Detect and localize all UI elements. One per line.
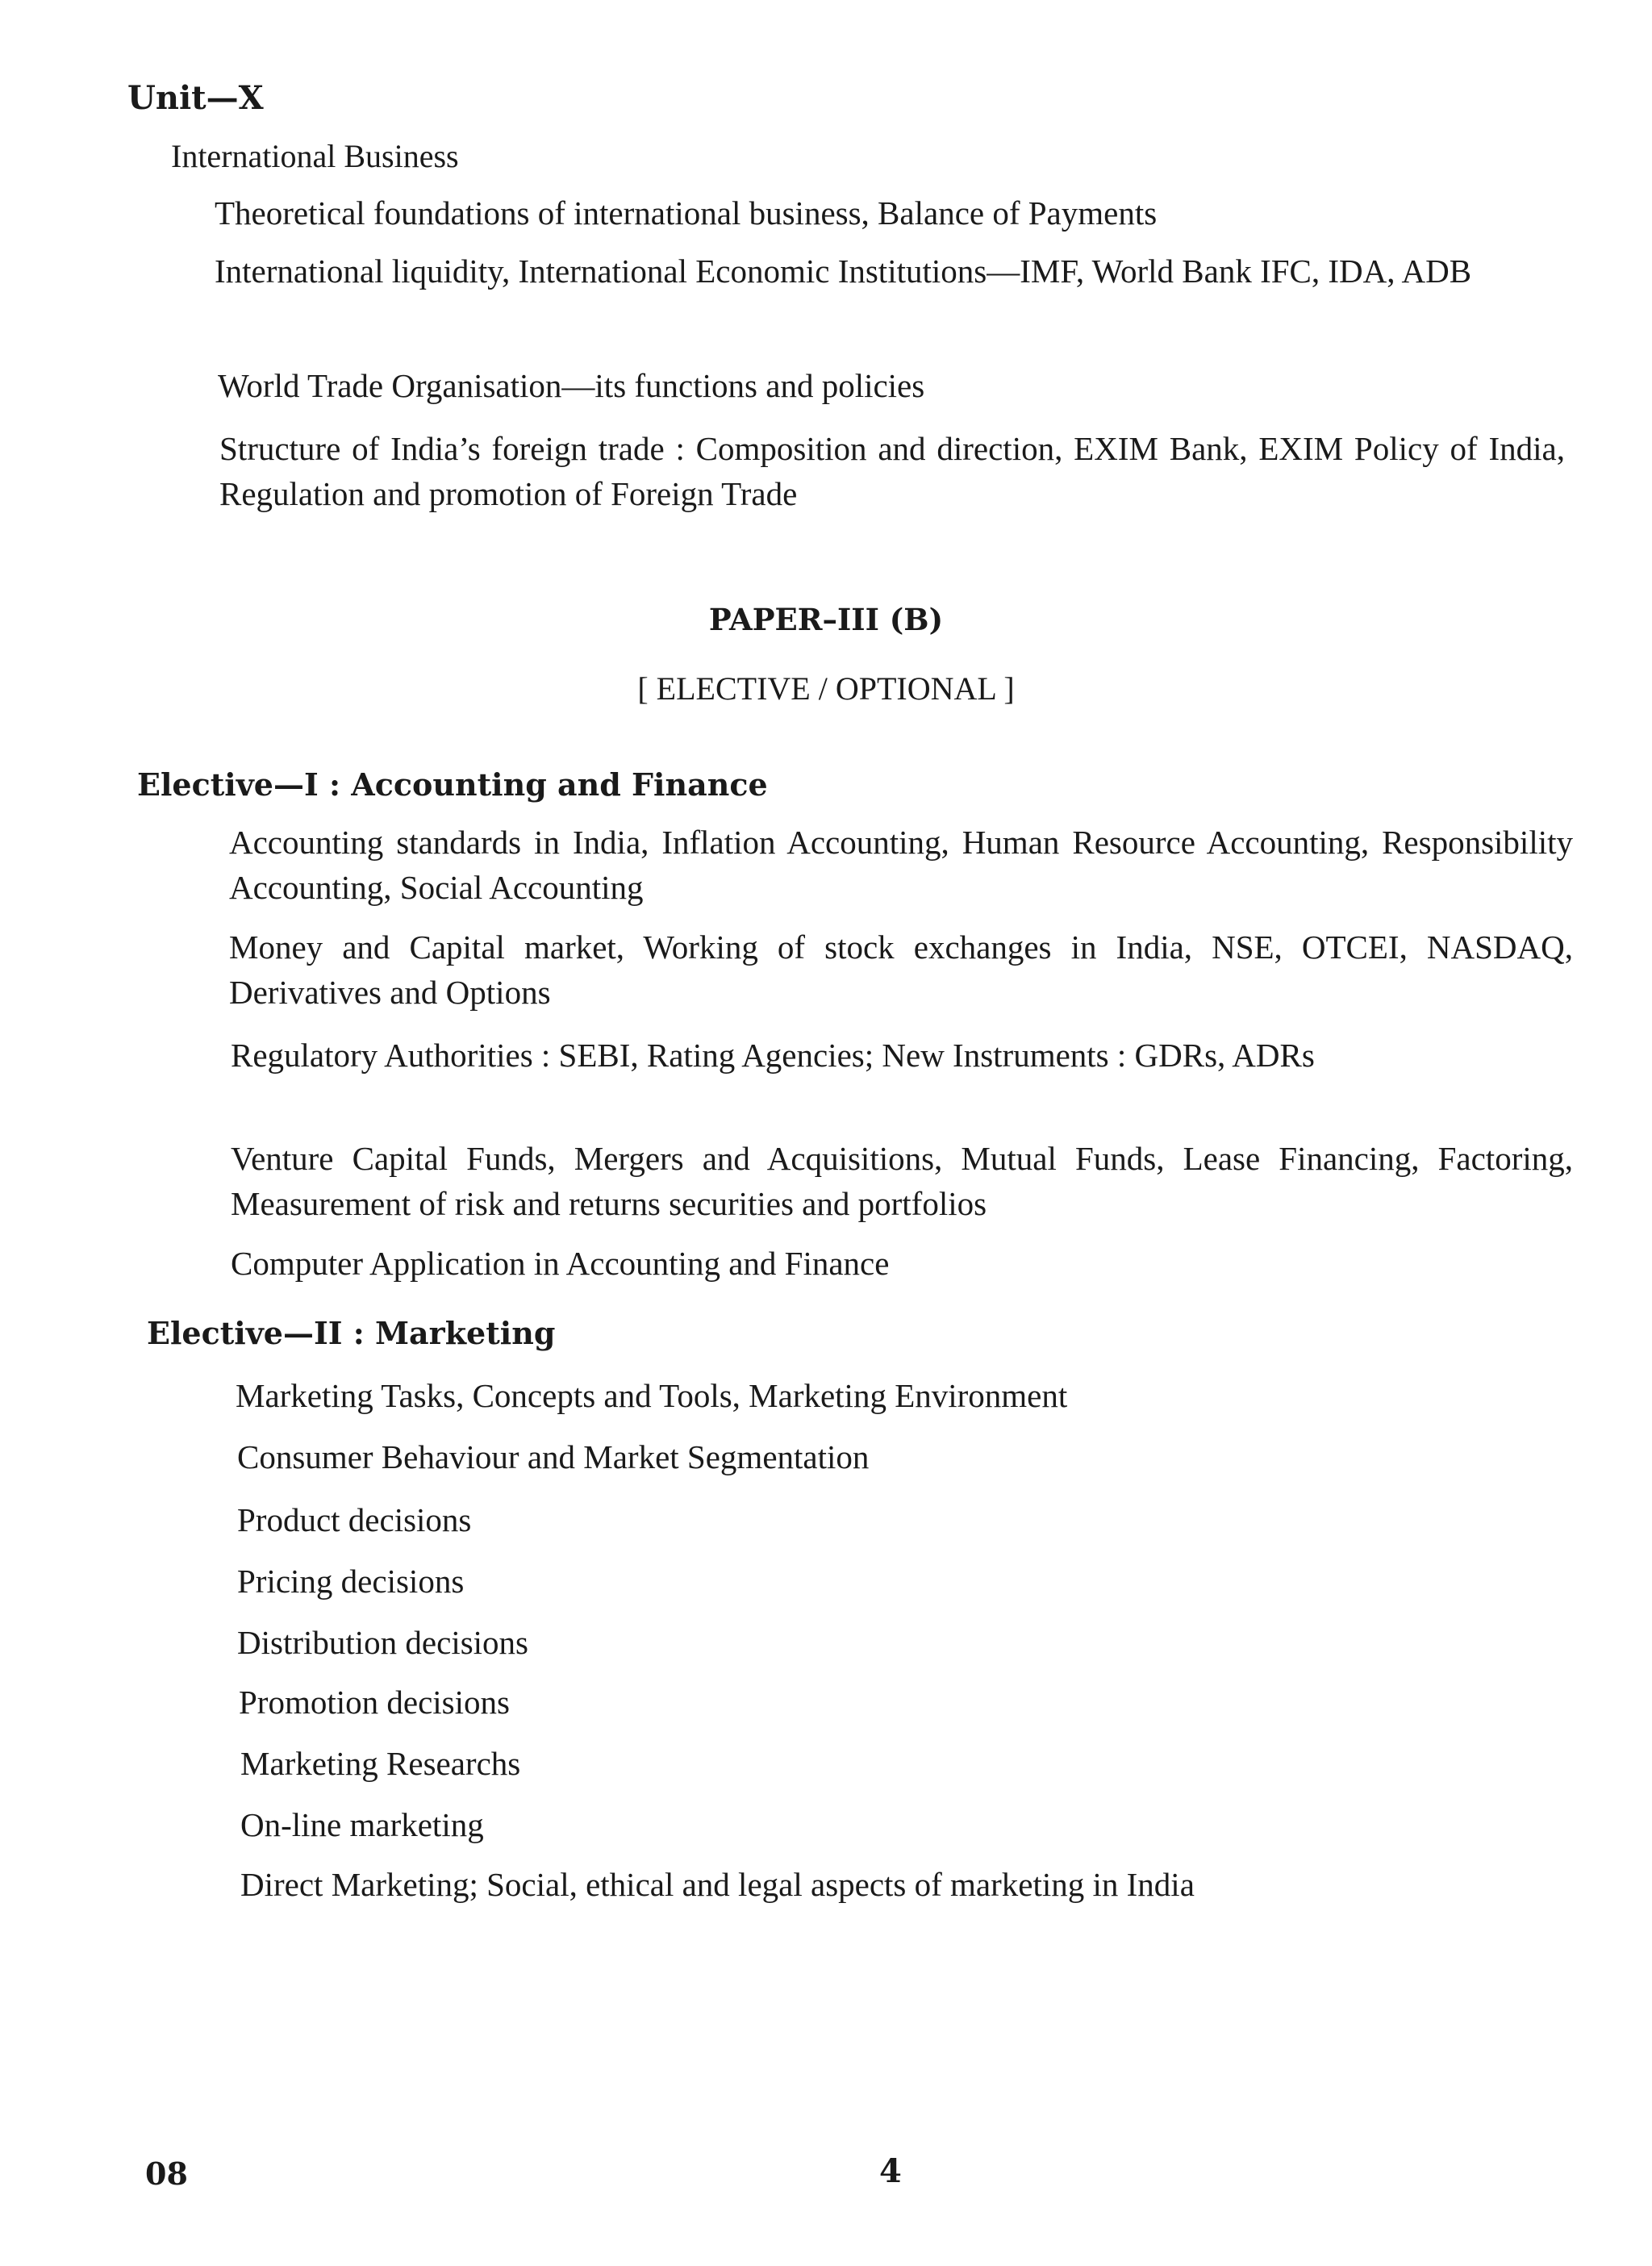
elective-2-item: On-line marketing xyxy=(240,1806,484,1843)
paper-subtitle: [ ELECTIVE / OPTIONAL ] xyxy=(637,670,1015,707)
elective-2-item: Marketing Researchs xyxy=(240,1745,521,1782)
elective-1-item: Regulatory Authorities : SEBI, Rating Agencies; New Instruments : GDRs, ADRs xyxy=(231,1037,1315,1074)
unit-subtitle: International Business xyxy=(171,138,459,174)
unit-item: Theoretical foundations of international business, Balance of Payments xyxy=(215,194,1158,232)
footer-code: 08 xyxy=(145,2155,188,2192)
unit-heading: Unit—X xyxy=(127,79,264,117)
unit-item: Structure of India’s foreign trade : Composition and direction, EXIM Bank, EXIM Policy of India, Regulation and promotion of Foreign Trade xyxy=(219,430,1565,512)
elective-2-item: Promotion decisions xyxy=(239,1684,510,1721)
elective-2-heading: Elective—II : Marketing xyxy=(147,1315,556,1351)
elective-2-item: Product decisions xyxy=(237,1501,472,1538)
elective-2-item: Distribution decisions xyxy=(237,1624,529,1661)
unit-item: International liquidity, International Economic Institutions—IMF, World Bank IFC, IDA, ADB xyxy=(215,252,1472,290)
elective-2-item: Direct Marketing; Social, ethical and legal aspects of marketing in India xyxy=(240,1866,1195,1903)
unit-item: World Trade Organisation—its functions and policies xyxy=(218,367,925,404)
elective-1-item: Accounting standards in India, Inflation Accounting, Human Resource Accounting, Responsibility Accounting, Social Accounting xyxy=(229,824,1573,906)
elective-2-item: Consumer Behaviour and Market Segmentation xyxy=(237,1438,870,1475)
page-number: 4 xyxy=(879,2152,902,2190)
elective-1-item: Money and Capital market, Working of stock exchanges in India, NSE, OTCEI, NASDAQ, Derivatives and Options xyxy=(229,929,1573,1011)
elective-2-item: Marketing Tasks, Concepts and Tools, Marketing Environment xyxy=(236,1377,1068,1414)
elective-2-item: Pricing decisions xyxy=(237,1563,465,1600)
elective-1-item: Venture Capital Funds, Mergers and Acquisitions, Mutual Funds, Lease Financing, Factoring, Measurement of risk and returns securities and portfolios xyxy=(231,1140,1573,1222)
paper-title: PAPER–III (B) xyxy=(708,602,944,637)
elective-1-heading: Elective—I : Accounting and Finance xyxy=(137,766,768,803)
elective-1-item: Computer Application in Accounting and Finance xyxy=(231,1245,890,1282)
